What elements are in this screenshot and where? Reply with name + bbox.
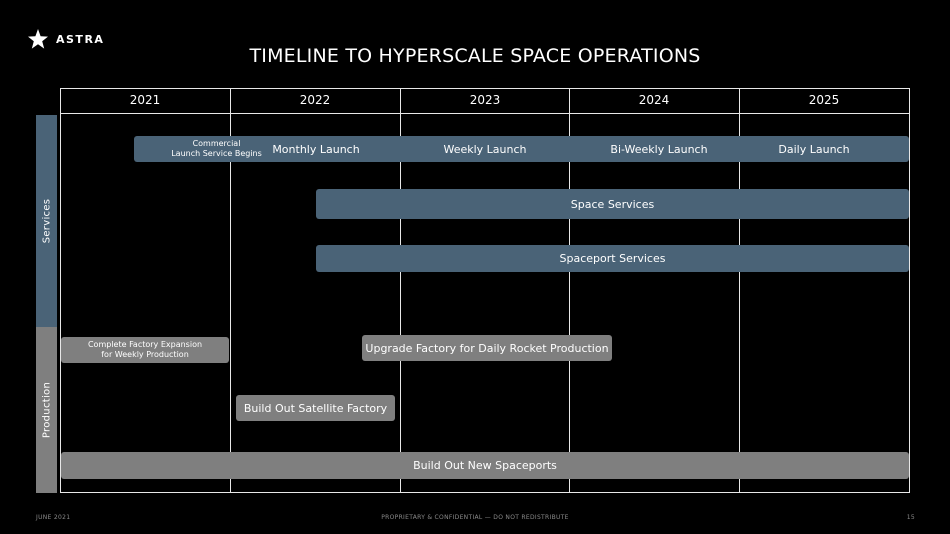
satellite-factory-bar: [236, 395, 395, 421]
services-label: Services: [41, 198, 52, 244]
monthly-launch-label: Monthly Launch: [272, 142, 360, 156]
year-2022: 2022: [299, 93, 331, 107]
services-section-label: [36, 115, 57, 327]
year-2021: 2021: [129, 93, 161, 107]
new-spaceports-bar: [61, 452, 909, 479]
brand-name: ASTRA: [56, 32, 105, 46]
satellite-factory-label: Build Out Satellite Factory: [243, 401, 388, 415]
year-2023: 2023: [469, 93, 501, 107]
footer-date: JUNE 2021: [36, 514, 71, 521]
slide-title: TIMELINE TO HYPERSCALE SPACE OPERATIONS: [249, 45, 701, 67]
upgrade-factory-label: Upgrade Factory for Daily Rocket Production: [365, 341, 609, 355]
spaceport-services-bar: [316, 245, 909, 272]
production-section-label: [36, 327, 57, 493]
year-2024: 2024: [638, 93, 670, 107]
daily-launch-label: Daily Launch: [778, 142, 850, 156]
footer-confidential: PROPRIETARY & CONFIDENTIAL — DO NOT REDISTRIBUTE: [381, 514, 569, 521]
space-services-bar: [316, 189, 909, 219]
new-spaceports-label: Build Out New Spaceports: [413, 459, 557, 472]
weekly-launch-label: Weekly Launch: [443, 142, 527, 156]
year-2025: 2025: [808, 93, 840, 107]
production-label: Production: [41, 381, 52, 439]
header-divider: [60, 113, 910, 114]
biweekly-launch-label: Bi-Weekly Launch: [610, 142, 708, 156]
commercial-launch-label: Commercial Launch Service Begins: [171, 139, 262, 158]
upgrade-factory-bar: [362, 335, 612, 361]
spaceport-services-label: Spaceport Services: [559, 252, 666, 265]
factory-expansion-bar: Complete Factory Expansion for Weekly Production: [61, 337, 229, 363]
launch-cadence-bar: [134, 136, 909, 162]
space-services-label: Space Services: [570, 197, 655, 211]
page-number: 15: [906, 514, 915, 521]
